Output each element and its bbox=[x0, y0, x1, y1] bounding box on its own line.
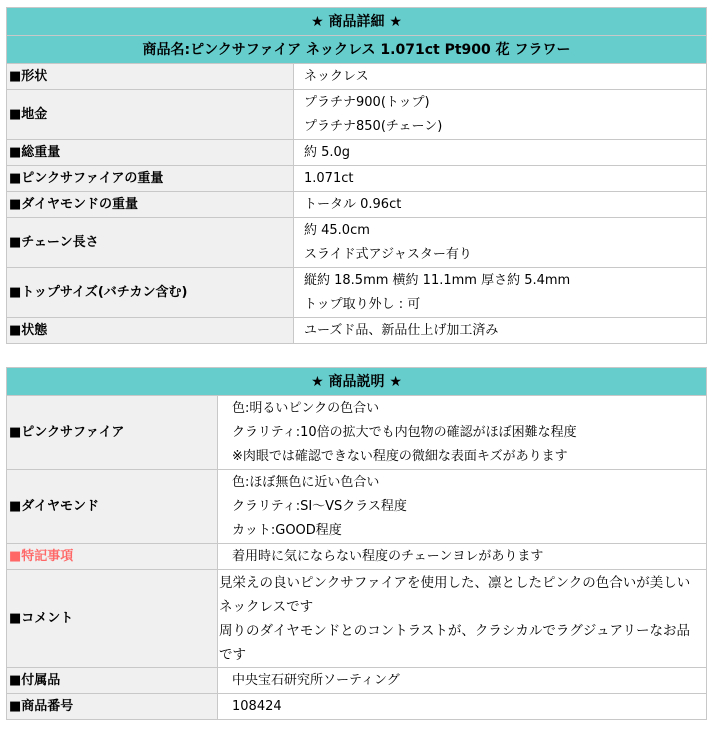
value-metal: プラチナ900(トップ) プラチナ850(チェーン) bbox=[294, 90, 707, 140]
value-diamond: 色:ほぼ無色に近い色合い クラリティ:SI〜VSクラス程度 カット:GOOD程度 bbox=[218, 470, 707, 544]
label-total-weight: ■総重量 bbox=[7, 140, 294, 166]
value-pink-sapphire: 色:明るいピンクの色合い クラリティ:10倍の拡大でも内包物の確認がほぼ困難な程度 ※肉眼では確認できない程度の微細な表面キズがあります bbox=[218, 396, 707, 470]
value-total-weight: 約 5.0g bbox=[294, 140, 707, 166]
label-special-notes: ■特記事項 bbox=[7, 544, 218, 570]
label-comment: ■コメント bbox=[7, 570, 218, 668]
label-pink-sapphire: ■ピンクサファイア bbox=[7, 396, 218, 470]
product-name: 商品名:ピンクサファイア ネックレス 1.071ct Pt900 花 フラワー bbox=[7, 36, 707, 64]
value-condition: ユーズド品、新品仕上げ加工済み bbox=[294, 318, 707, 344]
value-special-notes: 着用時に気にならない程度のチェーンヨレがあります bbox=[218, 544, 707, 570]
value-diamond-weight: トータル 0.96ct bbox=[294, 192, 707, 218]
value-product-number: 108424 bbox=[218, 694, 707, 720]
value-chain-length: 約 45.0cm スライド式アジャスター有り bbox=[294, 218, 707, 268]
details-header: ★ 商品詳細 ★ bbox=[7, 8, 707, 36]
label-chain-length: ■チェーン長さ bbox=[7, 218, 294, 268]
label-metal: ■地金 bbox=[7, 90, 294, 140]
value-top-size: 縦約 18.5mm 横約 11.1mm 厚さ約 5.4mm トップ取り外し : 可 bbox=[294, 268, 707, 318]
product-description-table bbox=[6, 367, 707, 720]
description-header: ★ 商品説明 ★ bbox=[7, 368, 707, 396]
label-condition: ■状態 bbox=[7, 318, 294, 344]
value-sapphire-weight: 1.071ct bbox=[294, 166, 707, 192]
label-accessories: ■付属品 bbox=[7, 668, 218, 694]
value-shape: ネックレス bbox=[294, 64, 707, 90]
label-sapphire-weight: ■ピンクサファイアの重量 bbox=[7, 166, 294, 192]
label-diamond-weight: ■ダイヤモンドの重量 bbox=[7, 192, 294, 218]
label-diamond: ■ダイヤモンド bbox=[7, 470, 218, 544]
value-comment: 見栄えの良いピンクサファイアを使用した、凛としたピンクの色合いが美しいネックレスです 周りのダイヤモンドとのコントラストが、クラシカルでラグジュアリーなお品です bbox=[218, 570, 707, 668]
label-shape: ■形状 bbox=[7, 64, 294, 90]
label-top-size: ■トップサイズ(バチカン含む) bbox=[7, 268, 294, 318]
product-details-table bbox=[6, 7, 707, 344]
label-product-number: ■商品番号 bbox=[7, 694, 218, 720]
value-accessories: 中央宝石研究所ソーティング bbox=[218, 668, 707, 694]
